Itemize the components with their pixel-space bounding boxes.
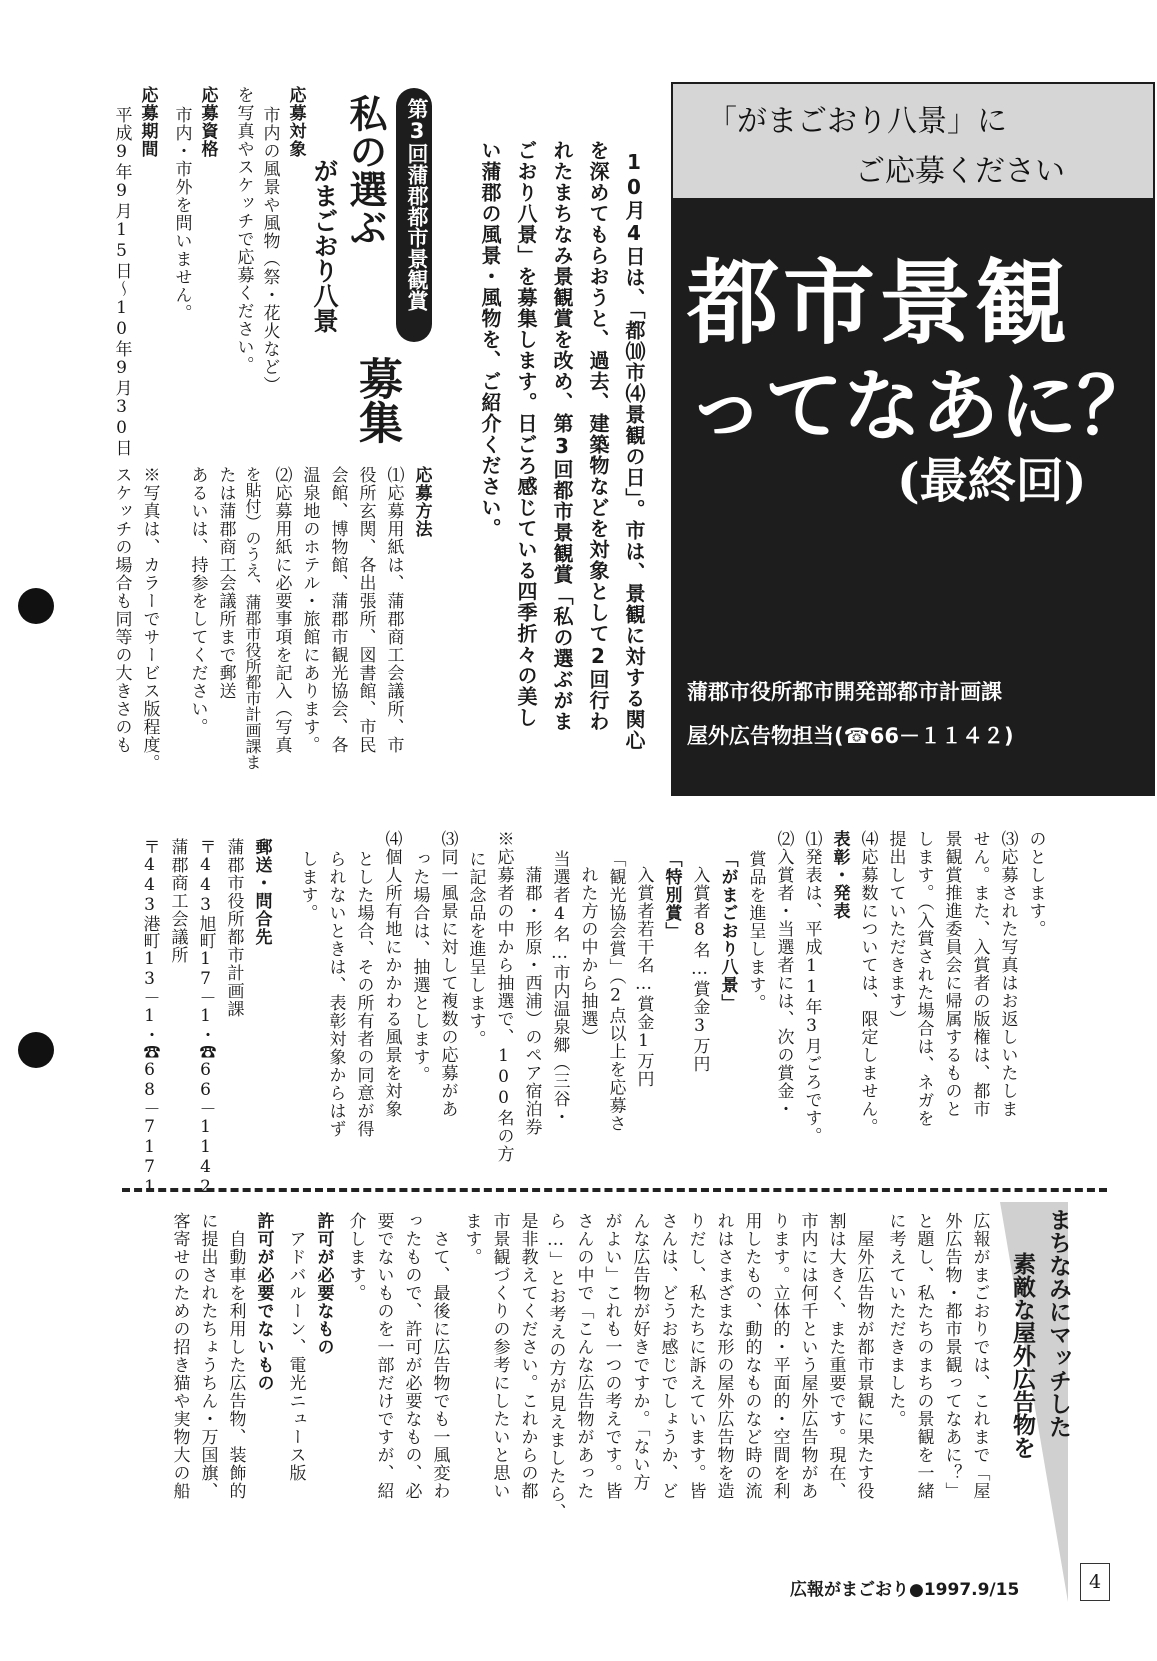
title-big-line2: ってなあに？ <box>687 361 1156 452</box>
intro-col2: を深めてもらおうと、過去、建築物などを対象として2回行わ <box>586 140 610 732</box>
hoho-line9: ※写真は、カラーでサービス版程度。 <box>139 466 160 772</box>
heading-boshu: 募集 <box>351 356 402 444</box>
bottom-line4: に考えていただきました。 <box>885 1212 906 1428</box>
mid-line12: 入賞者8名…賞金3万円 <box>689 866 710 1073</box>
kikan-line1: 平成9年9月15日～10年9月30日 <box>111 106 132 457</box>
bottom-line16: ら…」とお考えの方が見えましたら、 <box>545 1212 566 1521</box>
fuyo-label: 許可が必要でないもの <box>253 1212 274 1392</box>
binder-hole-top <box>18 588 54 624</box>
bottom-line19: ます。 <box>461 1212 482 1266</box>
contact-line4: 〒443港町13－1・☎68－7171 <box>139 838 160 1197</box>
bottom-line2: 外広告物・都市景観ってなあに？」 <box>941 1212 962 1500</box>
hoho-line1: ⑴応募用紙は、蒲郡商工会議所、市 <box>383 466 404 754</box>
mid-line24: とした場合、その所有者の同意が得 <box>353 850 374 1138</box>
bottom-line9: 用したもの、動的なものなど時の流 <box>741 1212 762 1500</box>
intro-col1: 10月4日は、「都⑽市⑷景観の日」。市は、景観に対する関心 <box>622 150 646 751</box>
mid-line16: れた方の中から抽選） <box>577 866 598 1046</box>
heading-badge: 第3回蒲郡都市景観賞 <box>405 98 429 311</box>
mid-line14: 入賞者若干名…賞金1万円 <box>633 866 654 1088</box>
bottom-line10: れはさまざまな形の屋外広告物を造 <box>713 1212 734 1500</box>
bottom-line18: 市景観づくりの参考にしたいと思い <box>489 1212 510 1500</box>
intro-col3: れたまちなみ景観賞を改め、第3回都市景観賞「私の選ぶがま <box>550 140 574 732</box>
mid-line23: ⑷個人所有地にかかわる風景を対象 <box>381 830 402 1118</box>
bottom-line1: 広報がまごおりでは、これまで「屋 <box>969 1212 990 1500</box>
dept-line2: 屋外広告物担当(☎66－１１４２) <box>687 724 1014 748</box>
bottom-line5: 屋外広告物が都市景観に果たす役 <box>853 1230 874 1500</box>
binder-hole-bottom <box>18 1032 54 1068</box>
bottom-heading2: 素敵な屋外広告物を <box>1009 1252 1035 1459</box>
bottom-line6: 割は大きく、また重要です。現在、 <box>825 1212 846 1500</box>
mid-line10: 賞品を進呈します。 <box>745 850 766 1012</box>
title-big-line3: (最終回) <box>897 453 1087 509</box>
kyoka-label: 許可が必要なもの <box>313 1212 334 1356</box>
mid-line3: せん。また、入賞者の版権は、都市 <box>969 830 990 1118</box>
contact-line2: 〒443旭町17－1・☎66－1142 <box>195 838 216 1197</box>
bottom-line23: 介します。 <box>345 1212 366 1302</box>
mid-line13: 「特別賞」 <box>661 850 682 940</box>
mid-line7: ⑷応募数については、限定しません。 <box>857 830 878 1136</box>
bottom-line8: ります。立体的・平面的・空間を利 <box>769 1212 790 1500</box>
mid-line22: った場合は、抽選とします。 <box>409 850 430 1084</box>
bottom-line13: んな広告物が好きですか。「ない方 <box>629 1212 650 1492</box>
section-divider <box>122 1188 1107 1192</box>
hoho-line4: 温泉地のホテル・旅館にあります。 <box>299 466 320 754</box>
bottom-line22: 要でないものを一部だけですが、紹 <box>373 1212 394 1500</box>
bottom-line17: 是非教えてください。これからの都 <box>517 1212 538 1500</box>
mid-line1: のとします。 <box>1025 830 1046 938</box>
intro-col5: い蒲郡の風景・風物を、ご紹介ください。 <box>478 140 502 539</box>
bottom-line3: と題し、私たちのまちの景観を一緒 <box>913 1212 934 1500</box>
bottom-line20: さて、最後に広告物でも一風変わ <box>429 1230 450 1500</box>
bottom-line14: がよい」これも一つの考えです。皆 <box>601 1212 622 1500</box>
mid-line11: 「がまごおり八景」 <box>717 850 738 1012</box>
shikaku-label: 応募資格 <box>197 86 218 158</box>
mid-line18: 蒲郡・形原・西浦）のペア宿泊券 <box>521 866 542 1136</box>
mid-line2: ⑶応募された写真はお返しいたしま <box>997 830 1018 1118</box>
kikan-label: 応募期間 <box>137 86 158 158</box>
contact-line1: 蒲郡市役所都市計画課 <box>223 838 244 1018</box>
mid-line4: 景観賞推進委員会に帰属するものと <box>941 830 962 1118</box>
mid-line17: 当選者4名…市内温泉郷（三谷・ <box>549 850 570 1126</box>
mid-line5: します。（入賞された場合は、ネガを <box>913 830 934 1128</box>
bottom-line15: さんの中で「こんな広告物があった <box>573 1212 594 1500</box>
bottom-heading1: まちなみにマッチした <box>1045 1208 1071 1438</box>
mid-line21: ⑶同一風景に対して複数の応募があ <box>437 830 458 1118</box>
bottom-line11: りだし、私たちに訴えています。皆 <box>685 1212 706 1500</box>
taisho-line2: を写真やスケッチで応募ください。 <box>233 86 254 374</box>
bottom-line24: アドバルーン、電光ニュース版 <box>285 1230 306 1482</box>
title-gray-line2: ご応募ください <box>855 154 1065 189</box>
mid-line6: 提出していただきます） <box>885 830 906 1028</box>
hoho-line7: たは蒲郡商工会議所まで郵送 <box>215 466 236 700</box>
footer-issue: 広報がまごおり●1997.9/15 <box>790 1580 1020 1600</box>
mid-line15: 「観光協会賞」（2点以上を応募さ <box>605 850 626 1133</box>
hoho-line2: 役所玄関、各出張所、図書館、市民 <box>355 466 376 754</box>
heading-main1: 私の選ぶ <box>343 94 388 246</box>
mid-line8: ⑴発表は、平成11年3月ごろです。 <box>801 830 822 1145</box>
mid-line26: します。 <box>297 850 318 922</box>
title-box <box>671 82 1155 796</box>
bottom-line27: 客寄せのための招き猫や実物大の船 <box>169 1212 190 1500</box>
taisho-line1: 市内の風景や風物（祭・花火など） <box>259 106 280 394</box>
intro-col4: ごおり八景」を募集します。日ごろ感じている四季折々の美し <box>514 140 538 728</box>
hoho-label: 応募方法 <box>411 466 432 538</box>
taisho-label: 応募対象 <box>285 86 306 158</box>
contact-line3: 蒲郡商工会議所 <box>167 838 188 964</box>
bottom-line25: 自動車を利用した広告物、装飾的 <box>225 1230 246 1500</box>
mid-line9: ⑵入賞者・当選者には、次の賞金・ <box>773 830 794 1118</box>
title-big-line1: 都市景観 <box>687 249 1072 357</box>
hoho-line10: スケッチの場合も同等の大きさのも <box>111 466 132 754</box>
heading-main2: がまごおり八景 <box>310 158 339 333</box>
hoho-line8: あるいは、持参をしてください。 <box>187 466 208 736</box>
bottom-line7: 市内には何千という屋外広告物があ <box>797 1212 818 1500</box>
hoho-line6: を貼付）のうえ、蒲郡市役所都市計画課ま <box>243 466 262 770</box>
mid-line25: られないときは、表彰対象からはず <box>325 850 346 1138</box>
page-number: 4 <box>1080 1563 1110 1601</box>
mid-line19: ※応募者の中から抽選で、100名の方 <box>493 830 514 1163</box>
hyosho-label: 表彰・発表 <box>829 830 850 920</box>
bottom-line26: に提出されたちょうちん・万国旗、 <box>197 1212 218 1500</box>
shikaku-line1: 市内・市外を問いません。 <box>171 106 192 322</box>
hoho-line3: 会館、博物館、蒲郡市観光協会、各 <box>327 466 348 754</box>
bottom-line12: さんは、どうお感じでしょうか、ど <box>657 1212 678 1500</box>
mid-line20: に記念品を進呈します。 <box>465 850 486 1048</box>
title-gray-line1: 「がまごおり八景」に <box>707 104 1007 139</box>
hoho-line5: ⑵応募用紙に必要事項を記入（写真 <box>271 466 292 754</box>
contact-label: 郵送・問合先 <box>251 838 272 946</box>
dept-line1: 蒲郡市役所都市開発部都市計画課 <box>687 680 1002 704</box>
bottom-line21: ったもので、許可が必要なもの、必 <box>401 1212 422 1500</box>
